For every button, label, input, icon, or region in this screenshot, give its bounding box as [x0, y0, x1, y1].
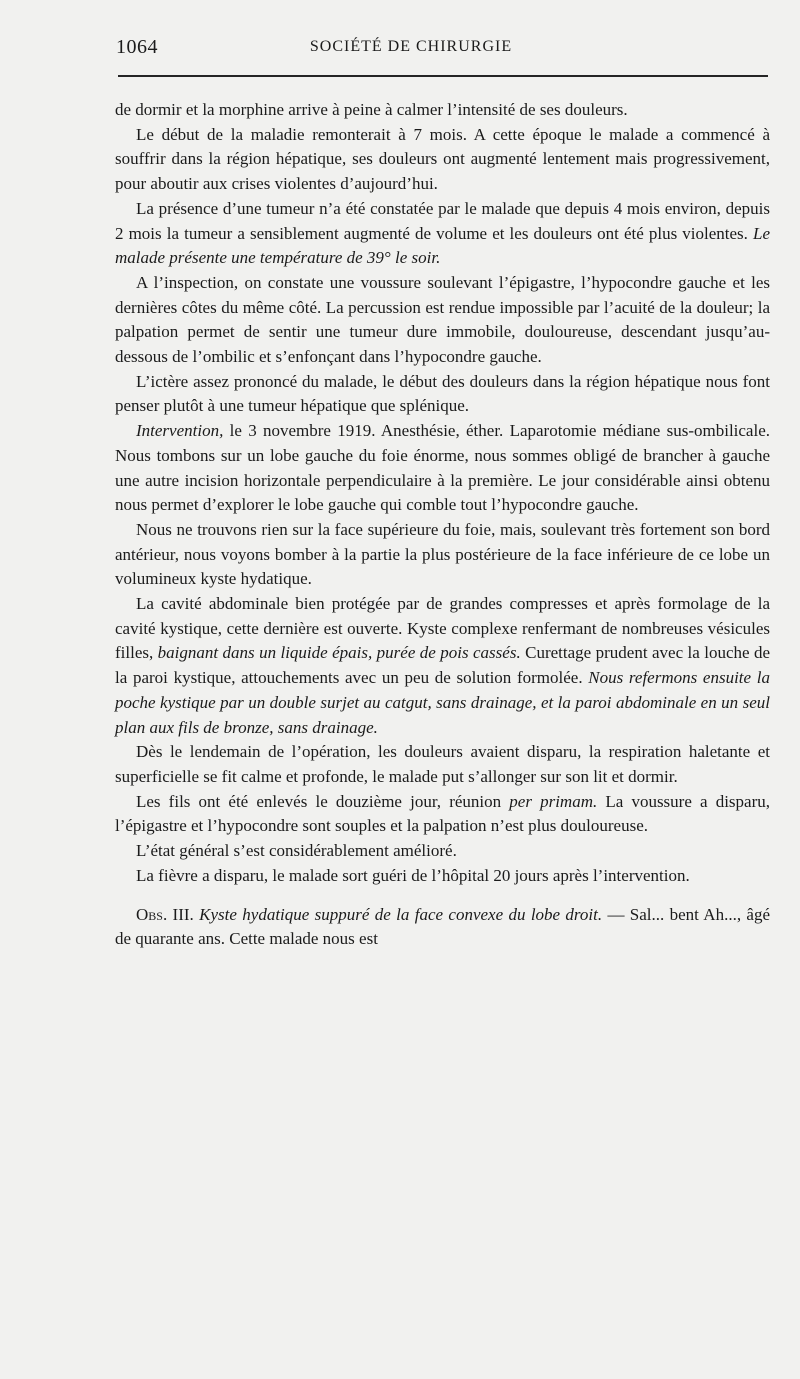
paragraph-3	[115, 197, 770, 271]
paragraph-5: L’ictère assez prononcé du malade, le début des douleurs dans la région hépatique nous font penser plutôt à une tumeur hépatique que splénique.	[115, 371, 770, 416]
paragraph-8-italic-d: Nous refermons ensuite la poche kystique par un double surjet au catgut, sans drainage, et la paroi abdominale en un seul plan aux fils de bronze, sans drainage.	[115, 668, 770, 737]
paragraph-10-italic-text: per primam.	[509, 791, 598, 811]
header-rule	[118, 75, 768, 77]
paragraph-6-italic-text: Intervention,	[136, 421, 224, 441]
paragraph-8-text-c: Curettage prudent avec la louche de la paroi kystique, attouchements avec un peu de solution formolée.	[115, 643, 771, 688]
body-text	[115, 98, 770, 952]
page-number: 1064	[116, 36, 158, 58]
paragraph-10-text: Les fils ont été enlevés le douzième jour, réunion	[136, 791, 510, 811]
paragraph-12: La fièvre a disparu, le malade sort guéri de l’hôpital 20 jours après l’intervention.	[136, 865, 690, 885]
paragraph-3-text: La présence d’une tumeur n’a été constatée par le malade que depuis 4 mois environ, depuis 2 mois la tumeur a sensiblement augmenté de volume et les douleurs ont été plus violentes.	[115, 198, 770, 243]
observation-text: — Sal... bent Ah..., âgé de quarante ans. Cette malade nous est	[115, 904, 771, 949]
paragraph-6-text: le 3 novembre 1919. Anesthésie, éther. Laparotomie médiane sus-ombilicale. Nous tombons sur un lobe gauche du foie énorme, nous sommes obligé de brancher à gauche une autre incision horizontale perpendiculaire à la première. Le jour considérable ainsi obtenu nous permet d’explorer le lobe gauche qui comble tout l’hypocondre gauche.	[115, 421, 770, 515]
paragraph-8-text-a: La cavité abdominale bien protégée par de grandes compresses et après formolage de la cavité kystique, cette dernière est ouverte. Kyste complexe renfermant de nombreuses vésicules filles,	[115, 594, 770, 663]
paragraph-11: L’état général s’est considérablement amélioré.	[136, 841, 457, 861]
paragraph-4: A l’inspection, on constate une voussure soulevant l’épigastre, l’hypocondre gauche et les dernières côtes du même côté. La percussion est rendue impossible par l’acuité de la douleur; la palpation permet de sentir une tumeur dure immobile, douloureuse, descendant jusqu’au-dessous de l’ombilic et s’enfonçant dans l’hypocondre gauche.	[115, 272, 770, 367]
paragraph-8	[115, 592, 770, 740]
paragraph-9: Dès le lendemain de l’opération, les douleurs avaient disparu, la respiration haletante et superficielle se fit calme et profonde, le malade put s’allonger sur son lit et dormir.	[115, 742, 770, 786]
observation-paragraph	[115, 903, 770, 952]
paragraph-7: Nous ne trouvons rien sur la face supérieure du foie, mais, soulevant très fortement son bord antérieur, nous voyons bomber à la partie la plus postérieure de la face inférieure de ce lobe un volumineux kyste hydatique.	[115, 519, 770, 589]
running-title: SOCIÉTÉ DE CHIRURGIE	[309, 38, 513, 55]
page-header	[0, 34, 800, 64]
paragraph-1: de dormir et la morphine arrive à peine à calmer l’intensité de ses douleurs.	[115, 100, 628, 119]
paragraph-3-italic-text: Le malade présente une température de 39° le soir.	[115, 223, 770, 268]
paragraph-10	[115, 790, 770, 839]
paragraph-8-italic-b: baignant dans un liquide épais, purée de pois cassés.	[157, 643, 521, 663]
observation-title: Kyste hydatique suppuré de la face convexe du lobe droit.	[199, 904, 603, 924]
paragraph-2: Le début de la maladie remonterait à 7 mois. A cette époque le malade a commencé à souffrir dans la région hépatique, ses douleurs ont augmenté lentement mais progressivement, pour aboutir aux crises violentes d’aujourd’hui.	[115, 124, 770, 194]
observation-label: Obs. III.	[136, 904, 194, 924]
paragraph-10-text-after: La voussure a disparu, l’épigastre et l’hypocondre sont souples et la palpation n’est plus douloureuse.	[115, 791, 771, 836]
paragraph-6	[115, 419, 770, 518]
